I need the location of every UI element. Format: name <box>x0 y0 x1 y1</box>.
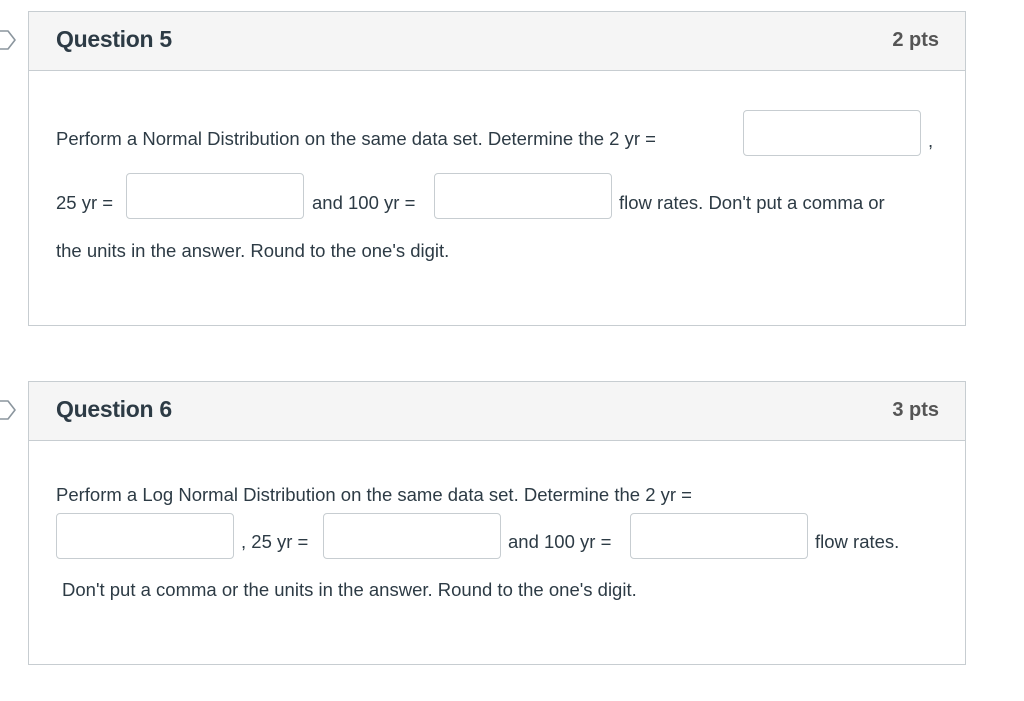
label-100yr: and 100 yr = <box>312 192 416 213</box>
answer-25yr-input[interactable] <box>323 513 501 559</box>
answer-2yr-input[interactable] <box>743 110 921 156</box>
bookmark-flag-icon[interactable] <box>0 30 16 50</box>
label-25yr: , 25 yr = <box>241 531 309 552</box>
question-text-line3: the units in the answer. Round to the one's digit. <box>56 240 450 261</box>
answer-2yr-input[interactable] <box>56 513 234 559</box>
bookmark-flag-icon[interactable] <box>0 400 16 420</box>
text-after-100yr: flow rates. Don't put a comma or <box>619 192 885 213</box>
question-title: Question 6 <box>56 396 172 422</box>
answer-100yr-input[interactable] <box>434 173 612 219</box>
question-5 <box>28 11 966 326</box>
label-100yr: and 100 yr = <box>508 531 612 552</box>
question-header <box>29 12 965 71</box>
text-after-100yr: flow rates. <box>815 531 900 552</box>
question-text-line3: Don't put a comma or the units in the answer. Round to the one's digit. <box>62 579 637 600</box>
question-points: 3 pts <box>892 399 939 421</box>
question-6 <box>28 381 966 665</box>
question-title: Question 5 <box>56 26 172 52</box>
question-header <box>29 382 965 441</box>
question-text-line1: Perform a Normal Distribution on the same data set. Determine the 2 yr = <box>56 128 656 149</box>
question-points: 2 pts <box>892 29 939 51</box>
label-25yr: 25 yr = <box>56 192 114 213</box>
question-text-line1: Perform a Log Normal Distribution on the same data set. Determine the 2 yr = <box>56 484 692 505</box>
comma-text: , <box>928 130 934 151</box>
answer-100yr-input[interactable] <box>630 513 808 559</box>
answer-25yr-input[interactable] <box>126 173 304 219</box>
